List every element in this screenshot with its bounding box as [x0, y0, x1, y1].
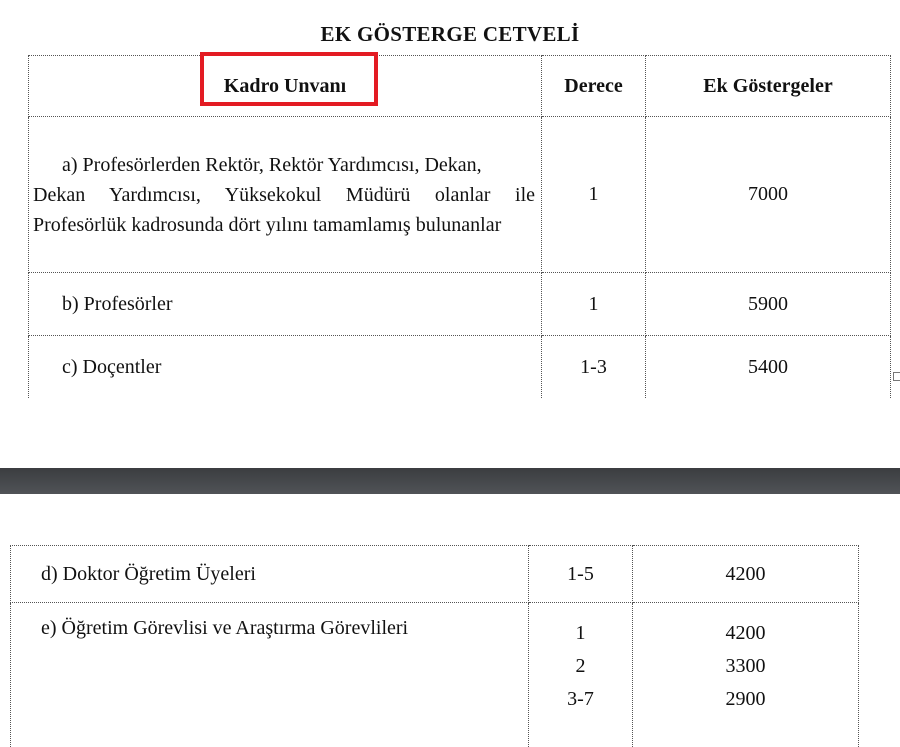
row-e-degree: 1 — [529, 617, 632, 650]
row-c-degree: 1-3 — [542, 336, 646, 399]
row-a-title — [29, 117, 542, 273]
row-e-indicator: 2900 — [633, 683, 858, 716]
row-b-title: b) Profesörler — [29, 273, 542, 336]
row-b-degree: 1 — [542, 273, 646, 336]
header-indicators: Ek Göstergeler — [646, 56, 891, 117]
table-row — [29, 273, 891, 336]
header-title: Kadro Unvanı — [224, 75, 346, 97]
table-row — [11, 603, 859, 747]
row-d-title: d) Doktor Öğretim Üyeleri — [11, 546, 529, 603]
row-d-degree: 1-5 — [529, 546, 633, 603]
row-e-title: e) Öğretim Görevlisi ve Araştırma Görevlileri — [11, 603, 529, 747]
row-c-title: c) Doçentler — [29, 336, 542, 399]
row-a-degree: 1 — [542, 117, 646, 273]
page-edge-mark — [893, 372, 900, 381]
row-e-degree: 3-7 — [529, 683, 632, 716]
table-header-row — [29, 56, 891, 117]
row-a-indicator: 7000 — [646, 117, 891, 273]
row-c-indicator: 5400 — [646, 336, 891, 399]
indicator-table-top — [28, 55, 891, 398]
row-a-title-rest: Dekan Yardımcısı, Yüksekokul Müdürü olanlar ile Profesörlük kadrosunda dört yılını tamamlamış bulunanlar — [33, 184, 535, 236]
page-break-divider — [0, 468, 900, 494]
table-row — [29, 117, 891, 273]
row-e-indicator: 4200 — [633, 617, 858, 650]
highlight-box — [200, 52, 378, 106]
document-title: EK GÖSTERGE CETVELİ — [0, 22, 900, 47]
row-b-indicator: 5900 — [646, 273, 891, 336]
row-a-title-line1: a) Profesörlerden Rektör, Rektör Yardımcısı, Dekan, — [33, 150, 535, 180]
row-e-indicators — [633, 603, 859, 747]
row-e-degree: 2 — [529, 650, 632, 683]
row-e-degrees — [529, 603, 633, 747]
header-degree: Derece — [542, 56, 646, 117]
indicator-table-bottom — [10, 545, 859, 747]
row-e-indicator: 3300 — [633, 650, 858, 683]
header-cell-title — [29, 56, 542, 117]
table-row — [29, 336, 891, 399]
table-row — [11, 546, 859, 603]
row-d-indicator: 4200 — [633, 546, 859, 603]
